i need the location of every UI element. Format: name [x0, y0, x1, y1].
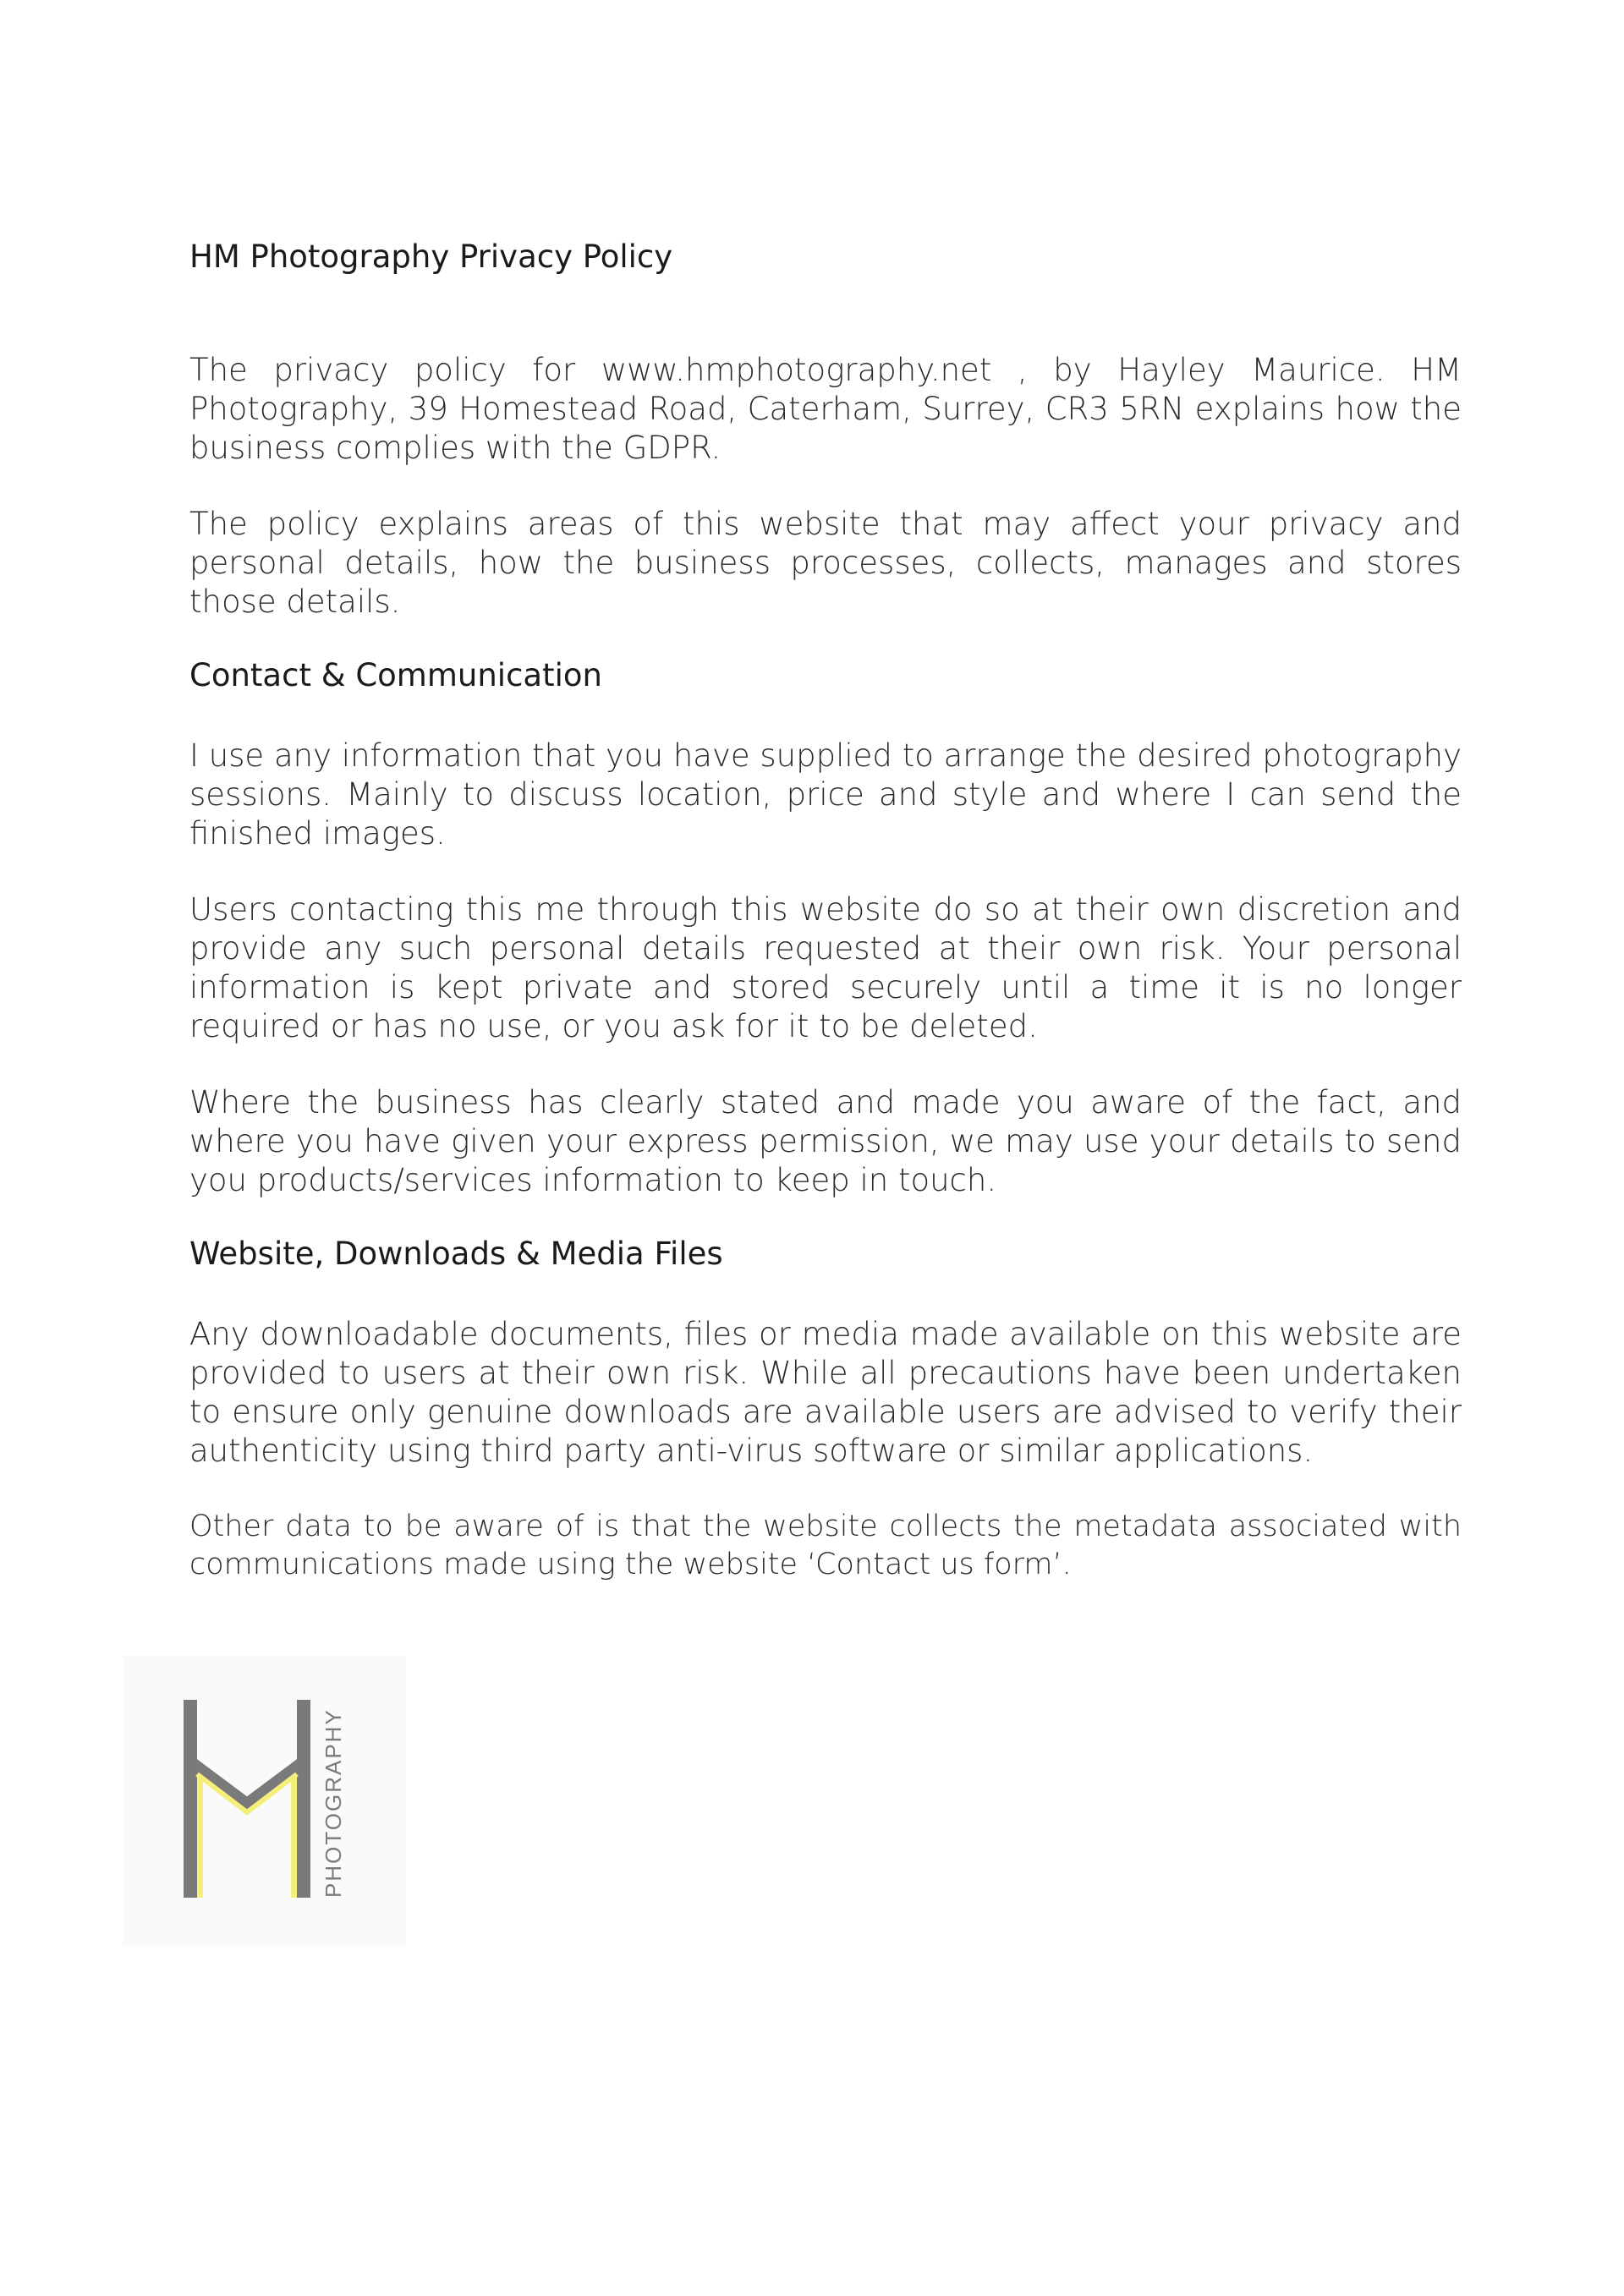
intro-paragraph-1: The privacy policy for www.hmphotography.net , by Hayley Maurice. HM Photography, 39 Homestead Road, Caterham, Surrey, CR3 5RN explains how the business complies with the GDPR. [189, 352, 1462, 466]
website-heading: Website, Downloads & Media Files [189, 1236, 723, 1272]
hm-photography-logo [123, 1656, 406, 1946]
intro-paragraph-2: The policy explains areas of this website that may affect your privacy and personal details, how the business processes, collects, manages and stores those details. [189, 506, 1462, 620]
contact-heading: Contact & Communication [189, 657, 602, 693]
logo-left-accent [197, 1774, 203, 1898]
logo-svg [123, 1656, 406, 1946]
document-content [189, 233, 1462, 1584]
logo-left-bar [184, 1700, 197, 1898]
contact-paragraph-1: I use any information that you have supplied to arrange the desired photography sessions. Mainly to discuss location, price and style and where I can send the finished images. [189, 737, 1462, 852]
logo-right-accent [291, 1774, 297, 1898]
website-paragraph-2: Other data to be aware of is that the website collects the metadata associated with communications made using the website ‘Contact us form’. [189, 1510, 1462, 1581]
page-title: HM Photography Privacy Policy [189, 238, 673, 275]
contact-paragraph-3: Where the business has clearly stated and made you aware of the fact, and where you have given your express permission, we may use your details to send you products/services information to keep in touch. [189, 1084, 1462, 1198]
contact-paragraph-2: Users contacting this me through this website do so at their own discretion and provide any such personal details requested at their own risk. Your personal information is kept private and stored securely until a time it is no longer required or has no use, or you ask for it to be deleted. [189, 891, 1462, 1044]
logo-text: PHOTOGRAPHY [321, 1708, 346, 1898]
website-paragraph-1: Any downloadable documents, files or media made available on this website are provided to users at their own risk. While all precautions have been undertaken to ensure only genuine downloads are available users are advised to verify their authenticity using third party anti-virus software or similar applications. [189, 1316, 1462, 1469]
logo-right-bar [297, 1700, 310, 1898]
